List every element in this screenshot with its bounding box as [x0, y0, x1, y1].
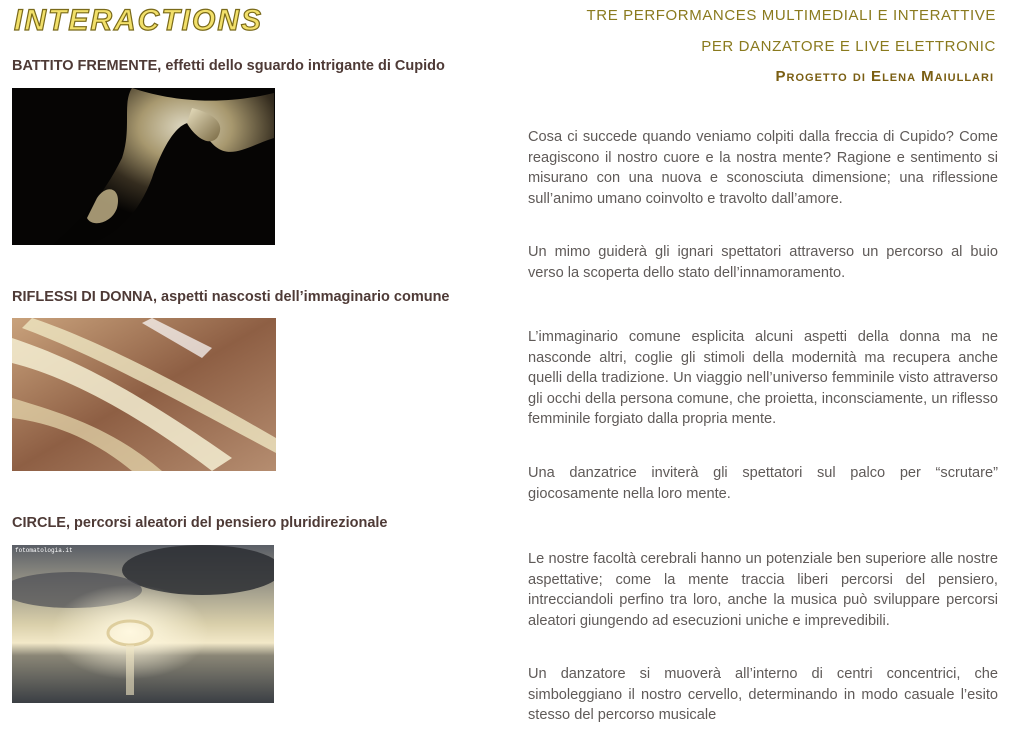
section-circle-paragraph-2: Un danzatore si muoverà all’interno di centri concentrici, che simboleggiano il nostro cervello, determinando in modo casuale l’esito stesso del percorso musicale	[528, 666, 998, 723]
section-circle-paragraph-1: Le nostre facoltà cerebrali hanno un potenziale ben superiore alle nostre aspettative; come la mente traccia liberi percorsi del pensiero, intrecciandoli perfino tra loro, anche la musica può sviluppare percorsi aleatori giungendo ad esecuzioni uniche e imprevedibili.	[528, 551, 998, 629]
section-riflessi-paragraph-2: Una danzatrice inviterà gli spettatori sul palco per “scrutare” giocosamente nella loro mente.	[528, 465, 998, 502]
section-battito-paragraph-2: Un mimo guiderà gli ignari spettatori attraverso un percorso al buio verso la scoperta dello stato dell’innamoramento.	[528, 244, 998, 281]
header-subtitle-line1: TRE PERFORMANCES MULTIMEDIALI E INTERATTIVE	[586, 7, 996, 24]
logo-title: INTERACTIONS	[14, 4, 263, 37]
section-title-riflessi: RIFLESSI DI DONNA, aspetti nascosti dell’immaginario comune	[12, 289, 450, 305]
header-author: Progetto di Elena Maiullari	[775, 68, 994, 85]
photo-battito	[12, 88, 275, 245]
section-title-battito: BATTITO FREMENTE, effetti dello sguardo intrigante di Cupido	[12, 58, 445, 74]
section-title-circle: CIRCLE, percorsi aleatori del pensiero pluridirezionale	[12, 515, 388, 531]
photo-circle-caption: fotomatologia.it	[15, 547, 73, 554]
section-battito-paragraph-1: Cosa ci succede quando veniamo colpiti dalla freccia di Cupido? Come reagiscono il nostro cuore e la nostra mente? Ragione e sentimento si misurano con una nuova e sconosciuta dimensione; una riflessione sull’animo umano coinvolto e travolto dall’amore.	[528, 129, 998, 207]
header-subtitle-line2: PER DANZATORE E LIVE ELETTRONIC	[701, 38, 996, 55]
section-riflessi-paragraph-1: L’immaginario comune esplicita alcuni aspetti della donna ma ne nasconde altri, coglie gli stimoli della modernità ma recupera anche quelli della tradizione. Un viaggio nell’universo femminile visto attraverso gli occhi della persona comune, che proietta, inconsciamente, un riflesso femminile forgiato dalla propria mente.	[528, 329, 998, 427]
photo-riflessi	[12, 318, 276, 471]
photo-circle	[12, 545, 274, 703]
